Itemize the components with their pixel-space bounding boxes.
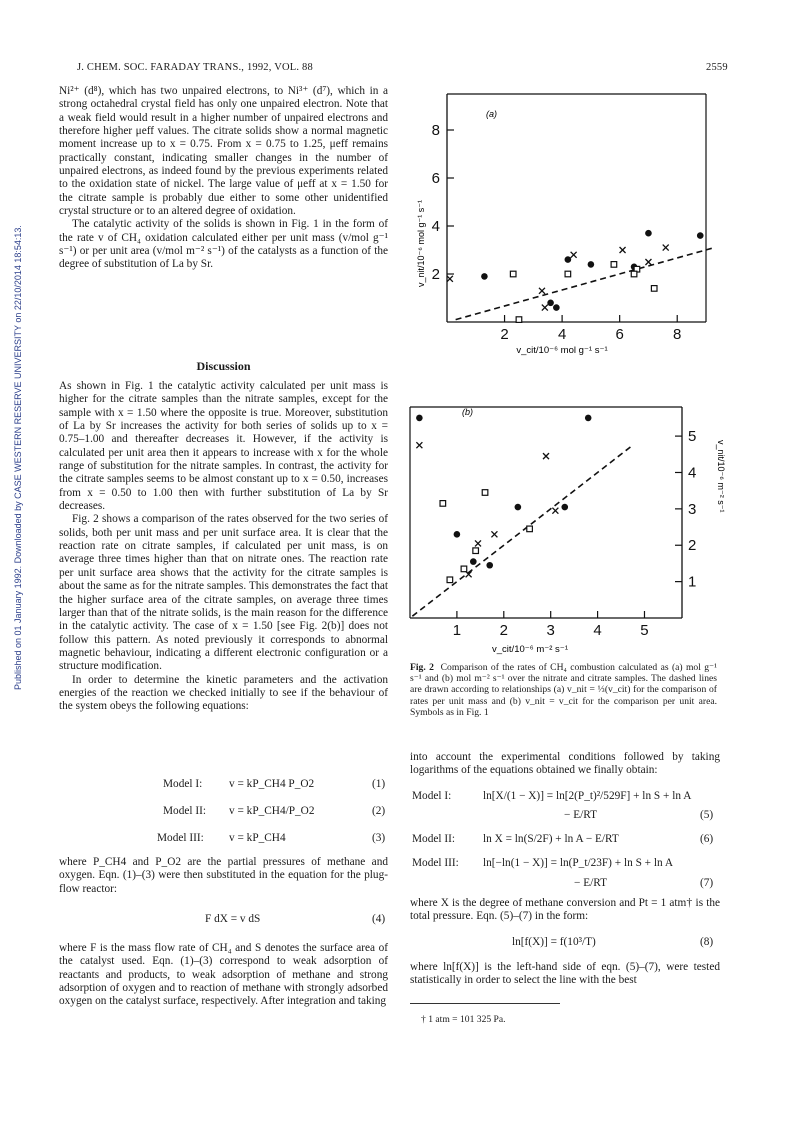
x-tick-label: 6 <box>615 326 624 343</box>
equation-number: (8) <box>700 936 714 948</box>
caption-label: Fig. 2 <box>410 662 434 673</box>
y-tick-label: 2 <box>688 537 697 555</box>
paragraph: where F is the mass flow rate of CH₄ and S denotes the surface area of the catalyst used. Eqn. (1)–(3) correspond to weak adsorption of reactants and products, to weak adsorption of methane and strong adsorption of oxygen and to reaction of methane with strongly adsorbed oxygen on the catalyst surface, respectively. After integration and taking <box>59 942 388 1008</box>
figure-caption <box>410 662 717 718</box>
reference-line <box>412 447 630 616</box>
equation: − E/RT <box>574 877 607 889</box>
equation-number: (7) <box>700 877 714 889</box>
data-point-cross <box>542 305 548 311</box>
data-point-circle <box>416 415 423 422</box>
equation-label: Model I: <box>412 790 452 802</box>
data-point-cross <box>620 247 626 253</box>
reference-line <box>456 248 712 319</box>
y-tick-label: 4 <box>431 218 440 235</box>
data-point-circle <box>481 273 488 280</box>
data-point-cross <box>475 540 481 546</box>
equation-label: Model II: <box>163 805 206 817</box>
panel-label-a: (a) <box>486 109 497 119</box>
y-tick-label: 4 <box>688 464 697 482</box>
paragraph: As shown in Fig. 1 the catalytic activity calculated per unit mass is higher for the citrate samples than the nitrate samples, except for the sample with x = 1.50 where the opposite is true. Moreover, substitution of La by Sr increases the activity for both series of solids up to x = 0.75–1.00 and thereafter decreases it. However, if the activity is calculated per unit area then it appears to increase with x for the whole range of substitution for the nitrate samples. In contrast, the activity for the citrate samples seems to be almost constant up to x = 0.50, increases from x = 0.50 to 1.00 then with further substitution of La by Sr decreases. <box>59 380 388 513</box>
equation-number: (1) <box>372 778 386 790</box>
data-point-circle <box>588 261 595 268</box>
data-point-circle <box>585 415 592 422</box>
data-point-square <box>565 271 571 277</box>
data-point-cross <box>663 245 669 251</box>
data-point-circle <box>454 531 461 538</box>
equation-label: Model II: <box>412 833 455 845</box>
paragraph: Fig. 2 shows a comparison of the rates observed for the two series of solids, both per unit mass and per unit surface area. It is clear that the reaction rate on citrate samples, if calculated per unit mass, is on average three times higher than that on nitrate ones. The reaction rate per unit surface area shows that the activity for the citrate samples is about the same as for the nitrate samples. This demonstrates the fact that the higher surface area of the citrate samples, on average three times larger than that of the nitrate solids, is the main reason for the difference in the catalytic activity. The case of x = 1.50 [see Fig. 2(b)] does not follow this pattern. As noted previously it corresponds to abnormal magnetic behaviour, indicating a different electronic configuration or a structure modification. <box>59 513 388 673</box>
x-tick-label: 4 <box>557 326 567 343</box>
y-tick-label: 3 <box>688 500 697 518</box>
download-stamp <box>2 180 23 880</box>
y-axis-label-b: v_nit/10⁻⁶ m⁻² s⁻¹ <box>716 440 726 513</box>
x-axis-label-a: v_cit/10⁻⁶ mol g⁻¹ s⁻¹ <box>516 345 608 356</box>
data-point-circle <box>470 558 477 565</box>
data-point-square <box>611 262 617 268</box>
right-column-top <box>410 751 720 778</box>
equation-number: (6) <box>700 833 714 845</box>
x-tick-label: 3 <box>546 622 555 639</box>
data-point-square <box>473 548 479 554</box>
journal-header: J. CHEM. SOC. FARADAY TRANS., 1992, VOL. 88 <box>77 62 313 73</box>
equation-number: (5) <box>700 809 714 821</box>
x-axis-label-b: v_cit/10⁻⁶ m⁻² s⁻¹ <box>492 644 568 655</box>
data-point-circle <box>645 230 652 237</box>
right-column-mid <box>410 897 720 924</box>
y-tick-label: 8 <box>431 122 440 139</box>
equation-label: Model III: <box>412 857 459 869</box>
data-point-square <box>440 501 446 507</box>
data-point-square <box>482 490 488 496</box>
page-number: 2559 <box>706 62 728 73</box>
equation-label: Model III: <box>157 832 204 844</box>
paragraph: In order to determine the kinetic parameters and the activation energies of the reaction we checked initially to see if the behaviour of the system obeys the following equations: <box>59 673 388 713</box>
data-point-circle <box>553 304 560 311</box>
data-point-circle <box>565 256 572 263</box>
data-point-circle <box>697 232 704 239</box>
paragraph: where X is the degree of methane conversion and Pt = 1 atm† is the total pressure. Eqn. (5)–(7) in the form: <box>410 897 720 923</box>
equation-label: Model I: <box>163 778 203 790</box>
equation: v = kP_CH4/P_O2 <box>229 805 315 817</box>
left-column-top <box>59 85 388 272</box>
data-point-cross <box>539 288 545 294</box>
equation: v = kP_CH4 P_O2 <box>229 778 315 790</box>
right-column-bottom <box>410 961 720 988</box>
data-point-cross <box>447 276 453 282</box>
chart-a-plot <box>432 94 712 343</box>
data-point-cross <box>645 259 651 265</box>
equation: ln X = ln(S/2F) + ln A − E/RT <box>483 833 619 845</box>
equation-number: (3) <box>372 832 386 844</box>
data-point-circle <box>547 300 554 307</box>
figure-2a <box>410 82 720 357</box>
data-point-cross <box>543 453 549 459</box>
data-point-square <box>651 286 657 292</box>
y-tick-label: 5 <box>688 428 697 446</box>
data-point-square <box>447 577 453 583</box>
paragraph: The catalytic activity of the solids is shown in Fig. 1 in the form of the rate v of CH₄ oxidation calculated either per unit mass (v/mol g⁻¹ s⁻¹) or per unit area (v/mol m⁻² s⁻¹) of the catalysts as a function of the degree of substitution of La by Sr. <box>59 218 388 271</box>
equation: ln[−ln(1 − X)] = ln(P_t/23F) + ln S + ln A <box>483 857 674 869</box>
x-tick-label: 4 <box>593 622 602 639</box>
data-point-circle <box>561 504 568 511</box>
equation: ln[X/(1 − X)] = ln[2(P_t)²/529F] + ln S + ln A <box>483 790 692 802</box>
x-tick-label: 5 <box>640 622 649 639</box>
paragraph: where ln[f(X)] is the left-hand side of eqn. (5)–(7), were tested statistically in order to select the line with the best <box>410 961 720 987</box>
equation-number: (2) <box>372 805 386 817</box>
data-point-square <box>516 317 522 323</box>
data-point-square <box>510 271 516 277</box>
x-tick-label: 2 <box>500 326 509 343</box>
data-point-cross <box>416 442 422 448</box>
left-column-bottom <box>59 942 388 1009</box>
left-column-discussion <box>59 380 388 714</box>
paragraph: Ni²⁺ (d⁸), which has two unpaired electrons, to Ni³⁺ (d⁷), which in a strong octahedral crystal field has only one unpaired electron. Note that a weak field would result in a higher number of unpaired electrons and therefore higher μeff values. The citrate solids show a normal magnetic moment increase up to x = 0.75. From x = 0.75 to 1.25, μeff remains practically constant, indicating smaller changes in the number of unpaired electrons, as indeed found by the previous experiments related to the oxidation state of nickel. The large value of μeff at x = 1.50 for the citrate sample is probably due either to some other unidentified crystal structure or to an altered degree of oxidation. <box>59 85 388 218</box>
footnote: † 1 atm = 101 325 Pa. <box>421 1014 506 1025</box>
section-heading: Discussion <box>196 359 251 373</box>
paragraph: into account the experimental conditions followed by taking logarithms of the equations obtained we finally obtain: <box>410 751 720 777</box>
equation: F dX = v dS <box>205 913 261 925</box>
data-point-square <box>631 271 637 277</box>
paragraph: where P_CH4 and P_O2 are the partial pressures of methane and oxygen. Eqn. (1)–(3) were then substituted in the equation for the plug-flow reactor: <box>59 856 388 895</box>
data-point-circle <box>515 504 522 511</box>
panel-label-b: (b) <box>462 407 473 417</box>
data-point-square <box>527 526 533 532</box>
data-point-circle <box>486 562 493 569</box>
y-tick-label: 1 <box>688 573 697 591</box>
caption-text: Comparison of the rates of CH₄ combustion calculated as (a) mol g⁻¹ s⁻¹ and (b) mol m⁻² s⁻¹ over the nitrate and citrate samples. The dashed lines are drawn according to relationships (a) v_nit = ⅓(v_cit) for the comparison of rates per unit mass and (b) v_nit = v_cit for the comparison per unit area. Symbols as in Fig. 1 <box>410 662 717 718</box>
data-point-cross <box>491 531 497 537</box>
y-axis-label-a: v_nit/10⁻⁶ mol g⁻¹ s⁻¹ <box>416 200 426 287</box>
equation-number: (4) <box>372 913 386 925</box>
x-tick-label: 2 <box>499 622 508 639</box>
figure-2b <box>400 395 730 660</box>
left-column-mid <box>59 856 388 896</box>
equation: v = kP_CH4 <box>229 832 286 844</box>
chart-b-plot <box>410 407 696 639</box>
download-stamp-text: Published on 01 January 1992. Downloaded by CASE WESTERN RESERVE UNIVERSITY on 22/10/2014 18:54:13. <box>13 225 23 690</box>
data-point-square <box>461 566 467 572</box>
y-tick-label: 6 <box>431 170 440 187</box>
x-tick-label: 8 <box>673 326 682 343</box>
x-tick-label: 1 <box>452 622 462 639</box>
footnote-rule <box>410 1003 560 1004</box>
equation: − E/RT <box>564 809 597 821</box>
equation: ln[f(X)] = f(10³/T) <box>512 936 596 948</box>
y-tick-label: 2 <box>431 266 440 283</box>
data-point-cross <box>571 252 577 258</box>
data-point-cross <box>552 508 558 514</box>
